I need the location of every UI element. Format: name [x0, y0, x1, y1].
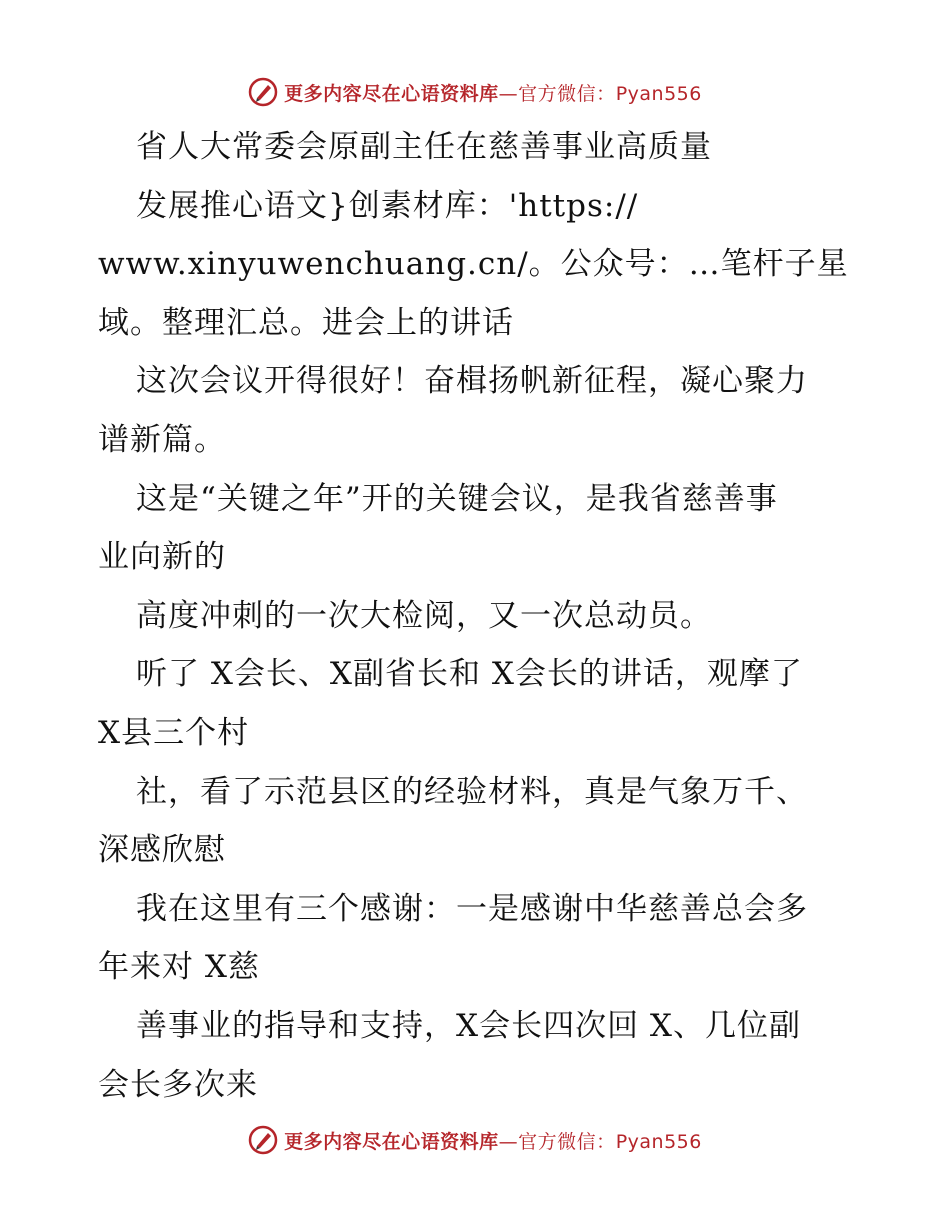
text-line: 听了 X会长、X副省长和 X会长的讲话，观摩了	[136, 656, 803, 693]
text-line: 谱新篇。	[98, 421, 226, 458]
text-line: 年来对 X慈	[98, 949, 260, 986]
logo-icon	[248, 77, 278, 107]
document-body	[98, 118, 858, 1114]
watermark-dash: —	[498, 1130, 519, 1153]
text-line: 发展推心语文}创素材库：'https://	[136, 187, 639, 224]
watermark-site-text: 更多内容尽在心语资料库	[284, 1130, 499, 1153]
logo-icon	[248, 1125, 278, 1155]
text-line: 业向新的	[98, 539, 226, 576]
text-line: 善事业的指导和支持，X会长四次回 X、几位副	[136, 1007, 801, 1044]
watermark-wechat-label: 官方微信：	[518, 82, 616, 105]
text-line: 深感欣慰	[98, 832, 226, 869]
watermark-wechat-label: 官方微信：	[518, 1130, 616, 1153]
text-line: www.xinyuwenchuang.cn/。公众号：…笔杆子星	[98, 246, 849, 283]
text-line: 社，看了示范县区的经验材料，真是气象万千、	[136, 773, 808, 810]
watermark-wechat-id: Pyan556	[615, 82, 702, 105]
text-line: X县三个村	[98, 714, 250, 751]
text-line: 省人大常委会原副主任在慈善事业高质量	[136, 129, 712, 165]
footer-watermark	[0, 1120, 950, 1160]
text-line: 高度冲刺的一次大检阅，又一次总动员。	[136, 597, 712, 634]
text-line: 域。整理汇总。进会上的讲话	[98, 304, 514, 341]
text-line: 我在这里有三个感谢：一是感谢中华慈善总会多	[136, 890, 808, 927]
text-line: 会长多次来	[98, 1066, 258, 1103]
text-line: 这次会议开得很好！奋楫扬帆新征程，凝心聚力	[136, 363, 808, 400]
watermark-wechat-id: Pyan556	[615, 1130, 702, 1153]
watermark-dash: —	[498, 82, 519, 105]
header-watermark	[0, 72, 950, 112]
watermark-site-text: 更多内容尽在心语资料库	[284, 82, 499, 105]
text-line: 这是“关键之年”开的关键会议，是我省慈善事	[136, 480, 778, 517]
